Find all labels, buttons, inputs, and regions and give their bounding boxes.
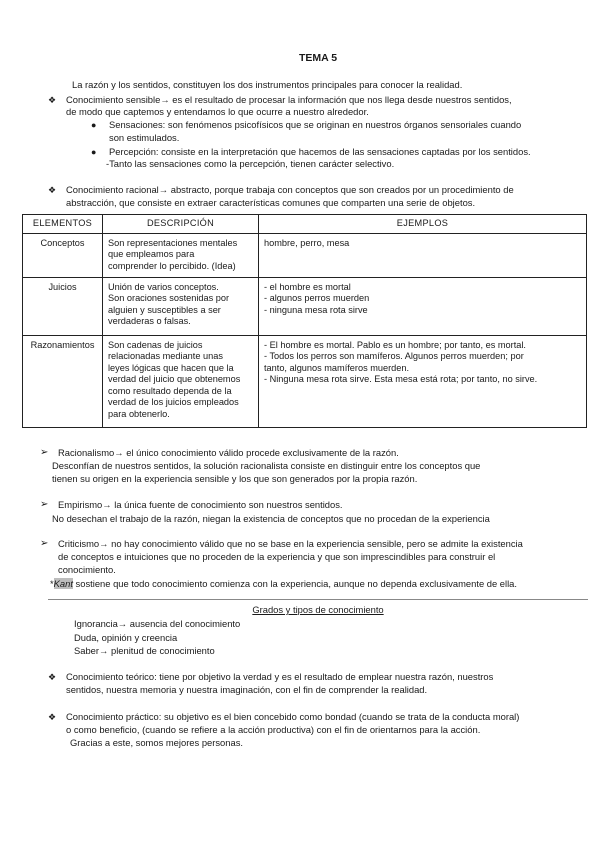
divider: [48, 599, 588, 600]
cell-line: - Ninguna mesa rota sirve. Esta mesa está rota; por tanto, no sirve.: [264, 374, 538, 384]
cell-line: Unión de varios conceptos.: [108, 281, 219, 292]
cell-line: - Todos los perros son mamíferos. Algunos perros muerden; por: [264, 351, 524, 361]
diamond-bullet-icon: ❖: [48, 95, 57, 105]
elements-table: [22, 214, 587, 428]
cell-line: - El hombre es mortal. Pablo es un hombre; por tanto, es mortal.: [264, 339, 526, 350]
racional-line-1: Conocimiento racional→ abstracto, porque trabaja con conceptos que son creados por un procedimiento de: [66, 184, 514, 195]
cell-line: que empleamos para: [108, 249, 195, 259]
header-elementos: ELEMENTOS: [23, 215, 103, 234]
cell-line: verdaderas o falsas.: [108, 316, 191, 326]
cell-line: Son representaciones mentales: [108, 237, 238, 248]
cell-line: hombre, perro, mesa: [264, 237, 350, 248]
table-row: [23, 277, 587, 335]
empirismo-line-1: Empirismo→ la única fuente de conocimiento son nuestros sentidos.: [58, 499, 343, 510]
round-bullet-icon: ●: [91, 147, 97, 157]
table-row: [23, 335, 587, 427]
cell-line: leyes lógicas que hacen que la: [108, 362, 234, 373]
cell-line: alguien y susceptibles a ser: [108, 304, 221, 315]
grados-item: Duda, opinión y creencia: [74, 632, 178, 643]
sensible-line-1: Conocimiento sensible→ es el resultado de procesar la información que nos llega desde nuestros sentidos,: [66, 94, 512, 105]
percepcion-line-2: -Tanto las sensaciones como la percepción, tienen carácter selectivo.: [106, 158, 395, 169]
examples-cell: [259, 233, 587, 277]
diamond-bullet-icon: ❖: [48, 672, 57, 682]
kant-note: [50, 578, 517, 590]
round-bullet-icon: ●: [91, 120, 97, 130]
header-descripcion: DESCRIPCIÓN: [103, 215, 259, 234]
header-ejemplos: EJEMPLOS: [259, 215, 587, 234]
cell-line: - el hombre es mortal: [264, 281, 351, 292]
examples-cell: [259, 335, 587, 427]
arrow-bullet-icon: ➢: [40, 447, 49, 458]
arrow-bullet-icon: ➢: [40, 499, 49, 510]
cell-line: - ninguna mesa rota sirve: [264, 304, 368, 315]
cell-line: Son oraciones sostenidas por: [108, 293, 230, 303]
criticismo-line-1: Criticismo→ no hay conocimiento válido que no se base en la experiencia sensible, pero se admite la existencia: [58, 538, 523, 549]
element-cell: Juicios: [23, 277, 103, 335]
cell-line: verdad de los juicios empleados: [108, 397, 239, 407]
cell-line: como resultado dependa de la: [108, 385, 232, 396]
note-prefix: *: [50, 578, 54, 589]
sensaciones-line-1: Sensaciones: son fenómenos psicofísicos que se originan en nuestros órganos sensoriales cuando: [109, 119, 522, 130]
diamond-bullet-icon: ❖: [48, 185, 57, 195]
teorico-line-2: sentidos, nuestra memoria y nuestra imaginación, con el fin de comprender la realidad.: [66, 684, 428, 695]
element-cell: Conceptos: [23, 233, 103, 277]
practico-line-2: o como beneficio, (cuando se refiere a la acción productiva) con el fin de orientarnos para la acción.: [66, 724, 481, 735]
cell-line: verdad del juicio que obtenemos: [108, 374, 241, 384]
table-row: [23, 233, 587, 277]
description-cell: [103, 233, 259, 277]
cell-line: para obtenerlo.: [108, 408, 170, 419]
arrow-bullet-icon: ➢: [40, 538, 49, 549]
cell-line: Son cadenas de juicios: [108, 339, 203, 350]
criticismo-line-2: de conceptos e intuiciones que no proceden de la experiencia y que son imprescindibles para construir el: [58, 551, 496, 562]
criticismo-line-3: conocimiento.: [58, 564, 116, 575]
diamond-bullet-icon: ❖: [48, 712, 57, 722]
grados-item: Ignorancia→ ausencia del conocimiento: [74, 618, 241, 629]
empirismo-line-2: No desechan el trabajo de la razón, niegan la existencia de conceptos que no procedan de la experiencia: [52, 513, 490, 524]
cell-line: relacionadas mediante unas: [108, 351, 223, 361]
description-cell: [103, 335, 259, 427]
practico-line-3: Gracias a este, somos mejores personas.: [70, 737, 243, 748]
page-title: TEMA 5: [298, 52, 338, 64]
examples-cell: [259, 277, 587, 335]
section-heading: Grados y tipos de conocimiento: [252, 604, 384, 615]
racional-line-2: abstracción, que consiste en extraer características comunes que comparten una serie de objetos.: [66, 197, 476, 208]
racionalismo-line-1: Racionalismo→ el único conocimiento válido procede exclusivamente de la razón.: [58, 447, 399, 458]
intro-text: La razón y los sentidos, constituyen los dos instrumentos principales para conocer la realidad.: [72, 79, 463, 90]
note-text: sostiene que todo conocimiento comienza con la experiencia, aunque no dependa exclusivamente de ella.: [72, 578, 517, 589]
teorico-line-1: Conocimiento teórico: tiene por objetivo la verdad y es el resultado de emplear nuestra razón, nuestros: [66, 671, 494, 682]
table-header-row: [23, 215, 587, 234]
element-cell: Razonamientos: [23, 335, 103, 427]
cell-line: - algunos perros muerden: [264, 293, 370, 303]
sensible-line-2: de modo que captemos y entendamos lo que ocurre a nuestro alrededor.: [66, 106, 369, 117]
kant-highlight: Kant: [53, 578, 73, 589]
description-cell: [103, 277, 259, 335]
grados-item: Saber→ plenitud de conocimiento: [74, 645, 215, 656]
percepcion-line-1: Percepción: consiste en la interpretación que hacemos de las sensaciones captadas por los sentidos.: [109, 146, 531, 157]
practico-line-1: Conocimiento práctico: su objetivo es el bien concebido como bondad (cuando se trata de la conducta moral): [66, 711, 520, 722]
sensaciones-line-2: son estimulados.: [109, 132, 180, 143]
racionalismo-line-3: tienen su origen en la experiencia sensible y los que son generados por la propia razón.: [52, 473, 418, 484]
cell-line: tanto, algunos mamíferos muerden.: [264, 362, 410, 373]
cell-line: comprender lo percibido. (Idea): [108, 260, 236, 271]
racionalismo-line-2: Desconfían de nuestros sentidos, la solución racionalista consiste en distinguir entre los conceptos que: [52, 460, 481, 471]
